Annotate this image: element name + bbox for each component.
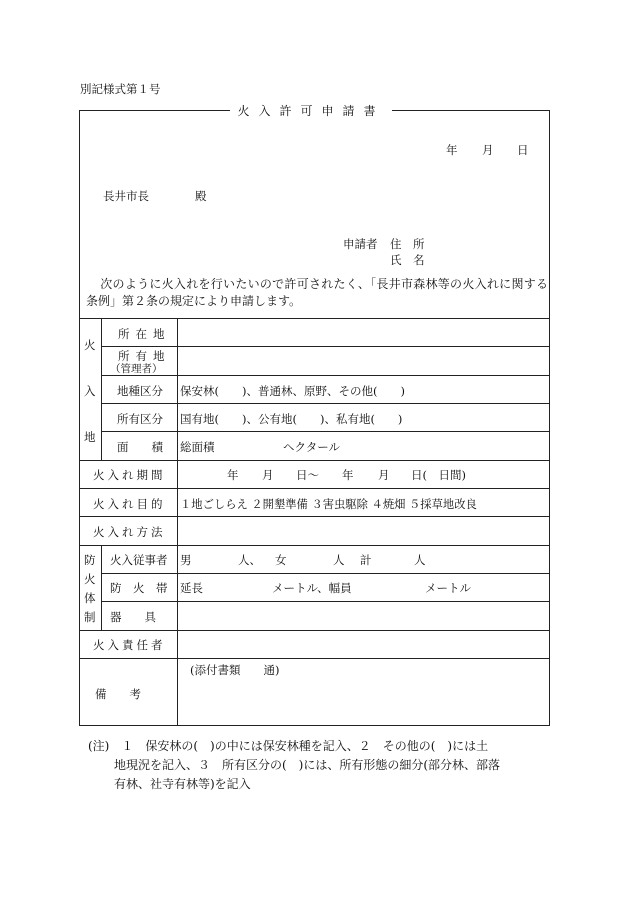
- footnote: [88, 737, 550, 794]
- label-column-divider: [177, 318, 178, 726]
- remarks-attachment: (添付書類 通): [190, 663, 280, 677]
- workers-female-unit: 人: [333, 553, 345, 567]
- workers-label: 火入従事者: [110, 553, 168, 567]
- footnote-line-2: 地現況を記入、３ 所有区分の( )には、所有形態の細分(部分林、部落: [114, 758, 501, 772]
- equipment-label: 器 具: [110, 610, 156, 624]
- land-group-char-3: 地: [84, 430, 96, 444]
- period-day-2: 日( 日間): [411, 468, 466, 482]
- remarks-label: 備 考: [95, 687, 141, 701]
- period-label: 火入れ期間: [93, 468, 166, 482]
- land-group-char-2: 入: [84, 384, 96, 398]
- ownership-value[interactable]: 国有地( )、公有地( )、私有地( ): [180, 412, 403, 426]
- date-year: 年: [446, 143, 458, 157]
- period-month-2: 月: [378, 468, 390, 482]
- area-prefix: 総面積: [180, 440, 215, 454]
- owner-label: 所有地: [118, 349, 171, 363]
- category-label: 地種区分: [117, 384, 163, 398]
- date-month: 月: [482, 143, 494, 157]
- table-top-line: [79, 318, 550, 319]
- applicant-label: 申請者: [343, 237, 378, 251]
- purpose-value: １地ごしらえ ２開墾準備 ３害虫駆除 ４焼畑 ５採草地改良: [180, 498, 477, 511]
- period-month-1: 月: [262, 468, 274, 482]
- area-unit: ヘクタール: [283, 440, 341, 454]
- fire-group-char-2: 火: [84, 572, 96, 586]
- category-value[interactable]: 保安林( )、普通林、原野、その他( ): [180, 384, 405, 398]
- land-group-char-1: 火: [84, 338, 96, 352]
- method-label: 火入れ方法: [93, 525, 166, 539]
- period-year-2: 年: [342, 468, 354, 482]
- applicant-address-label: 住 所: [390, 237, 425, 251]
- form-title: 火入許可申請書: [237, 104, 385, 118]
- belt-unit: メートル: [425, 581, 471, 595]
- form-number: 別記様式第１号: [80, 82, 161, 96]
- intro-paragraph: 次のように火入れを行いたいので許可されたく、「長井市森林等の火入れに関する条例」第２条の規定により申請します。: [86, 277, 548, 308]
- footnote-line-1: (注) １ 保安林の( )の中には保安林種を記入、２ その他の( )には土: [88, 739, 489, 753]
- applicant-name-label: 氏 名: [390, 253, 425, 267]
- purpose-label: 火入れ目的: [93, 497, 166, 511]
- period-year-1: 年: [227, 468, 239, 482]
- belt-label: 防 火 帯: [110, 581, 168, 595]
- addressee-honorific: 殿: [195, 189, 207, 203]
- responsible-label: 火入責任者: [93, 638, 166, 652]
- owner-sublabel: （管理者）: [110, 363, 163, 375]
- fire-group-char-4: 制: [84, 610, 96, 624]
- period-day-1: 日～: [296, 468, 319, 482]
- title-rule-right: [392, 110, 550, 111]
- footnote-line-3: 有林、社寺有林等)を記入: [114, 777, 251, 791]
- fire-group-char-1: 防: [84, 553, 96, 567]
- title-rule-left: [79, 110, 230, 111]
- addressee-name: 長井市長: [103, 189, 149, 203]
- workers-male: 男: [180, 553, 192, 567]
- belt-unit-width: メートル、幅員: [272, 581, 352, 595]
- belt-length: 延長: [180, 581, 203, 595]
- workers-male-unit: 人、: [238, 553, 261, 567]
- date-day: 日: [517, 143, 529, 157]
- workers-total-unit: 人: [414, 553, 426, 567]
- area-label: 面 積: [117, 440, 163, 454]
- location-label: 所在地: [118, 327, 171, 341]
- ownership-label: 所有区分: [117, 412, 163, 426]
- workers-total: 計: [360, 553, 372, 567]
- workers-female: 女: [275, 553, 287, 567]
- fire-group-char-3: 体: [84, 591, 96, 605]
